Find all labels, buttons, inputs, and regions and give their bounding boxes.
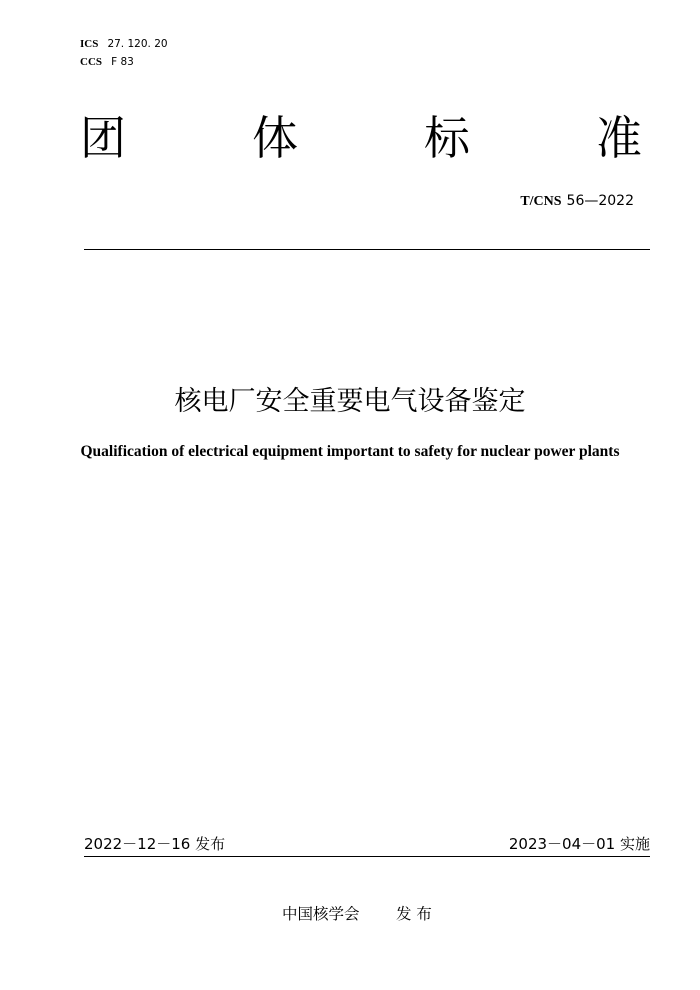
footer-divider <box>84 856 650 857</box>
standard-prefix: T/CNS <box>520 194 562 209</box>
header-char-4: 准 <box>596 111 642 165</box>
issue-date: 2022－12－16 发布 <box>84 835 226 853</box>
ics-code <box>80 34 168 50</box>
ics-value: 27. 120. 20 <box>107 38 168 50</box>
ccs-label: CCS <box>80 56 103 68</box>
publisher-name: 中国核学会 <box>282 905 360 923</box>
publish-action: 发 布 <box>396 905 432 923</box>
effective-date: 2023－04－01 实施 <box>508 835 650 853</box>
title-english: Qualification of electrical equipment important to safety for nuclear power plants <box>80 443 620 460</box>
ics-label: ICS <box>80 38 99 50</box>
ccs-value: F 83 <box>111 56 134 68</box>
header-char-3: 标 <box>424 111 470 165</box>
header-divider <box>84 249 650 250</box>
header-char-1: 团 <box>80 111 126 165</box>
header-char-2: 体 <box>252 111 298 165</box>
ccs-code <box>80 52 134 68</box>
standard-number-value: 56—2022 <box>566 193 634 209</box>
standard-number <box>520 192 634 210</box>
title-chinese: 核电厂安全重要电气设备鉴定 <box>174 386 526 417</box>
